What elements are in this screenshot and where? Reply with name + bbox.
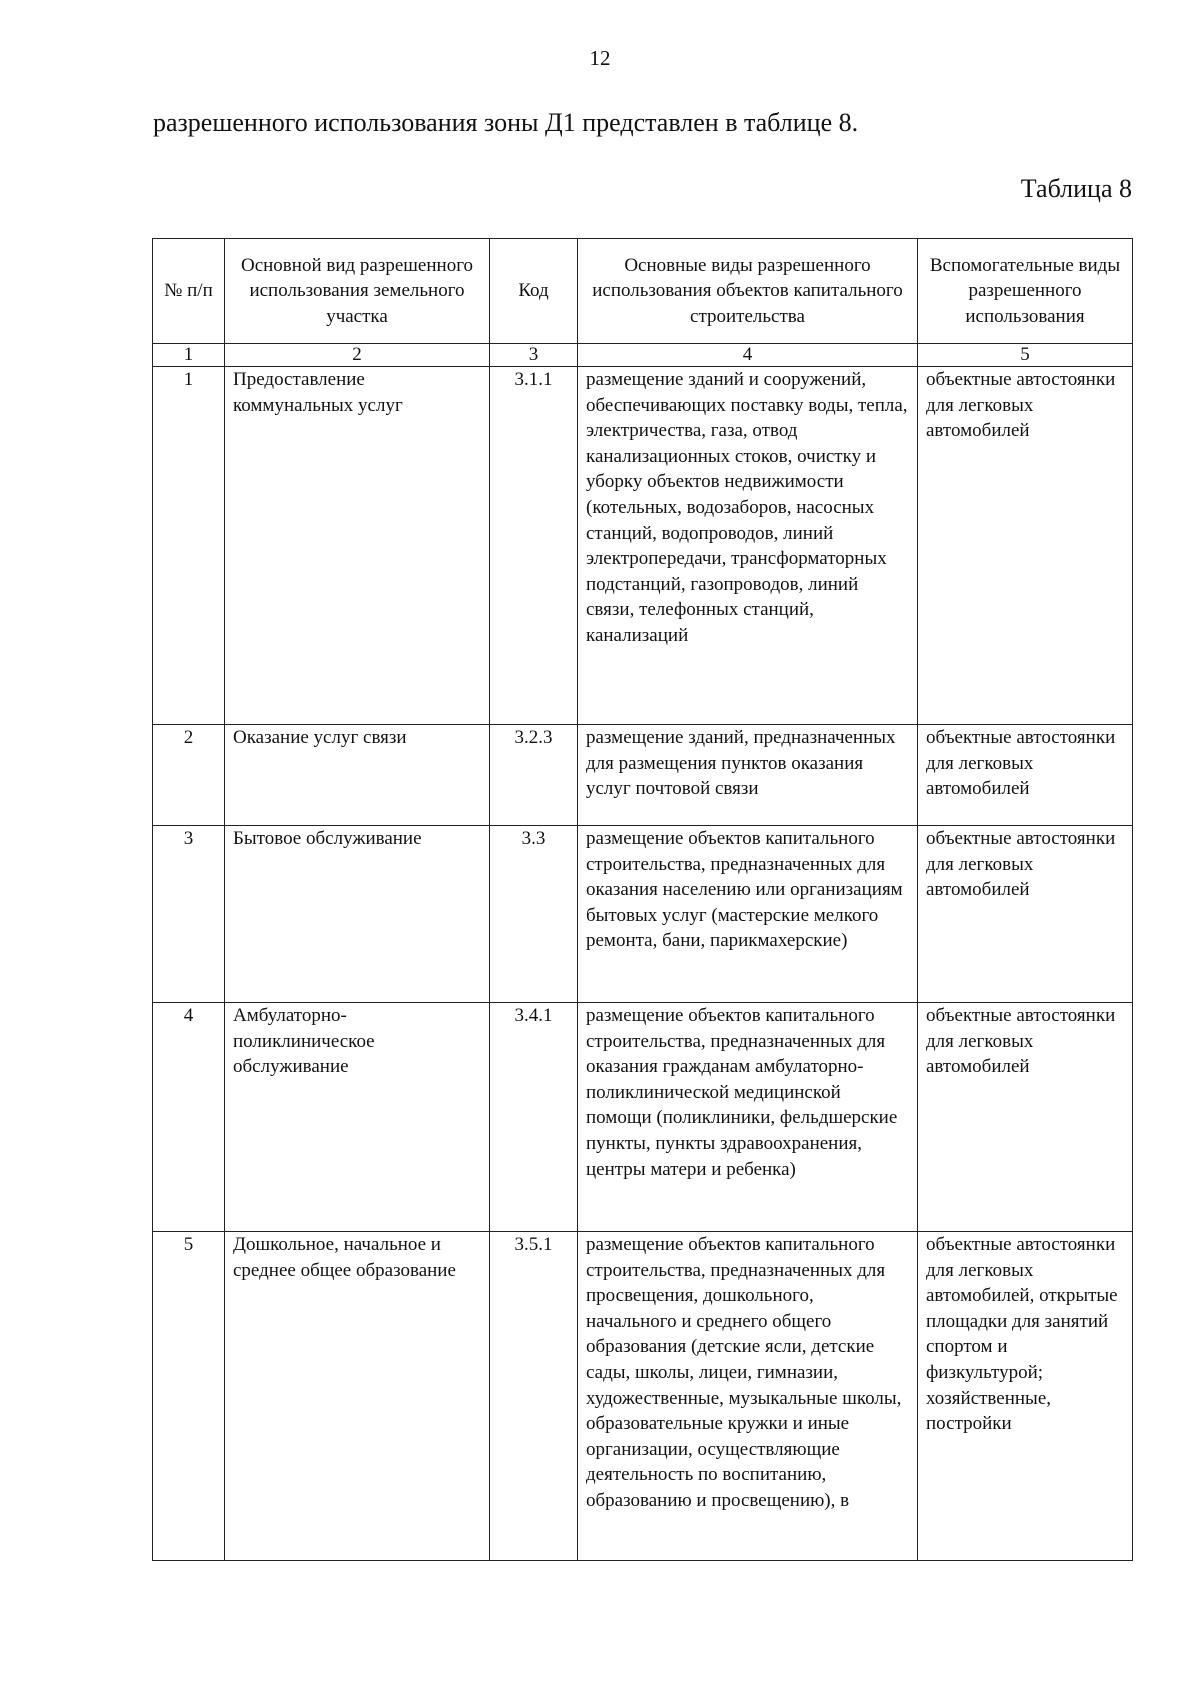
row-code: 3.4.1 bbox=[490, 1003, 578, 1232]
table-row bbox=[153, 826, 1133, 1003]
table-caption: Таблица 8 bbox=[1020, 174, 1132, 203]
row-number: 3 bbox=[153, 826, 225, 1003]
row-kind: Амбулаторно-поликлиническое обслуживание bbox=[225, 1003, 490, 1232]
row-capital: размещение зданий и сооружений, обеспечивающих поставку воды, тепла, электричества, газа, отвод канализационных стоков, очистку и уборку объектов недвижимости (котельных, водозаборов, насосных станций, водопроводов, линий электропередачи, трансформаторных подстанций, газопроводов, линий связи, телефонных станций, канализаций bbox=[578, 367, 918, 725]
row-code: 3.2.3 bbox=[490, 725, 578, 826]
column-number: 2 bbox=[225, 344, 490, 367]
row-capital: размещение зданий, предназначенных для размещения пунктов оказания услуг почтовой связи bbox=[578, 725, 918, 826]
header-aux: Вспомогательные виды разрешенного использования bbox=[918, 239, 1133, 344]
row-aux: объектные автостоянки для легковых автомобилей, открытые площадки для занятий спортом и физкультурой; хозяйственные, постройки bbox=[918, 1232, 1133, 1561]
row-number: 2 bbox=[153, 725, 225, 826]
row-code: 3.3 bbox=[490, 826, 578, 1003]
intro-text: разрешенного использования зоны Д1 представлен в таблице 8. bbox=[153, 108, 859, 137]
row-kind: Предоставление коммунальных услуг bbox=[225, 367, 490, 725]
column-number: 1 bbox=[153, 344, 225, 367]
row-capital: размещение объектов капитального строительства, предназначенных для оказания населению или организациям бытовых услуг (мастерские мелкого ремонта, бани, парикмахерские) bbox=[578, 826, 918, 1003]
row-code: 3.1.1 bbox=[490, 367, 578, 725]
column-number: 3 bbox=[490, 344, 578, 367]
row-aux: объектные автостоянки для легковых автомобилей bbox=[918, 1003, 1133, 1232]
row-number: 4 bbox=[153, 1003, 225, 1232]
column-number: 5 bbox=[918, 344, 1133, 367]
header-num: № п/п bbox=[153, 239, 225, 344]
row-aux: объектные автостоянки для легковых автомобилей bbox=[918, 725, 1133, 826]
header-main-kind: Основной вид разрешенного использования земельного участка bbox=[225, 239, 490, 344]
row-code: 3.5.1 bbox=[490, 1232, 578, 1561]
table-row bbox=[153, 725, 1133, 826]
header-capital: Основные виды разрешенного использования объектов капитального строительства bbox=[578, 239, 918, 344]
row-capital: размещение объектов капитального строительства, предназначенных для оказания гражданам амбулаторно-поликлинической медицинской помощи (поликлиники, фельдшерские пункты, пункты здравоохранения, центры матери и ребенка) bbox=[578, 1003, 918, 1232]
row-number: 1 bbox=[153, 367, 225, 725]
column-number-row bbox=[153, 344, 1133, 367]
row-kind: Оказание услуг связи bbox=[225, 725, 490, 826]
row-number: 5 bbox=[153, 1232, 225, 1561]
row-aux: объектные автостоянки для легковых автомобилей bbox=[918, 367, 1133, 725]
page-number: 12 bbox=[589, 46, 611, 70]
header-code: Код bbox=[490, 239, 578, 344]
row-aux: объектные автостоянки для легковых автомобилей bbox=[918, 826, 1133, 1003]
table-row bbox=[153, 1003, 1133, 1232]
land-use-table bbox=[152, 238, 1133, 1561]
column-number: 4 bbox=[578, 344, 918, 367]
row-kind: Бытовое обслуживание bbox=[225, 826, 490, 1003]
table-row bbox=[153, 1232, 1133, 1561]
table-row bbox=[153, 367, 1133, 725]
table-header-row bbox=[153, 239, 1133, 344]
row-capital: размещение объектов капитального строительства, предназначенных для просвещения, дошкольного, начального и среднего общего образования (детские ясли, детские сады, школы, лицеи, гимназии, художественные, музыкальные школы, образовательные кружки и иные организации, осуществляющие деятельность по воспитанию, образованию и просвещению), в bbox=[578, 1232, 918, 1561]
row-kind: Дошкольное, начальное и среднее общее образование bbox=[225, 1232, 490, 1561]
